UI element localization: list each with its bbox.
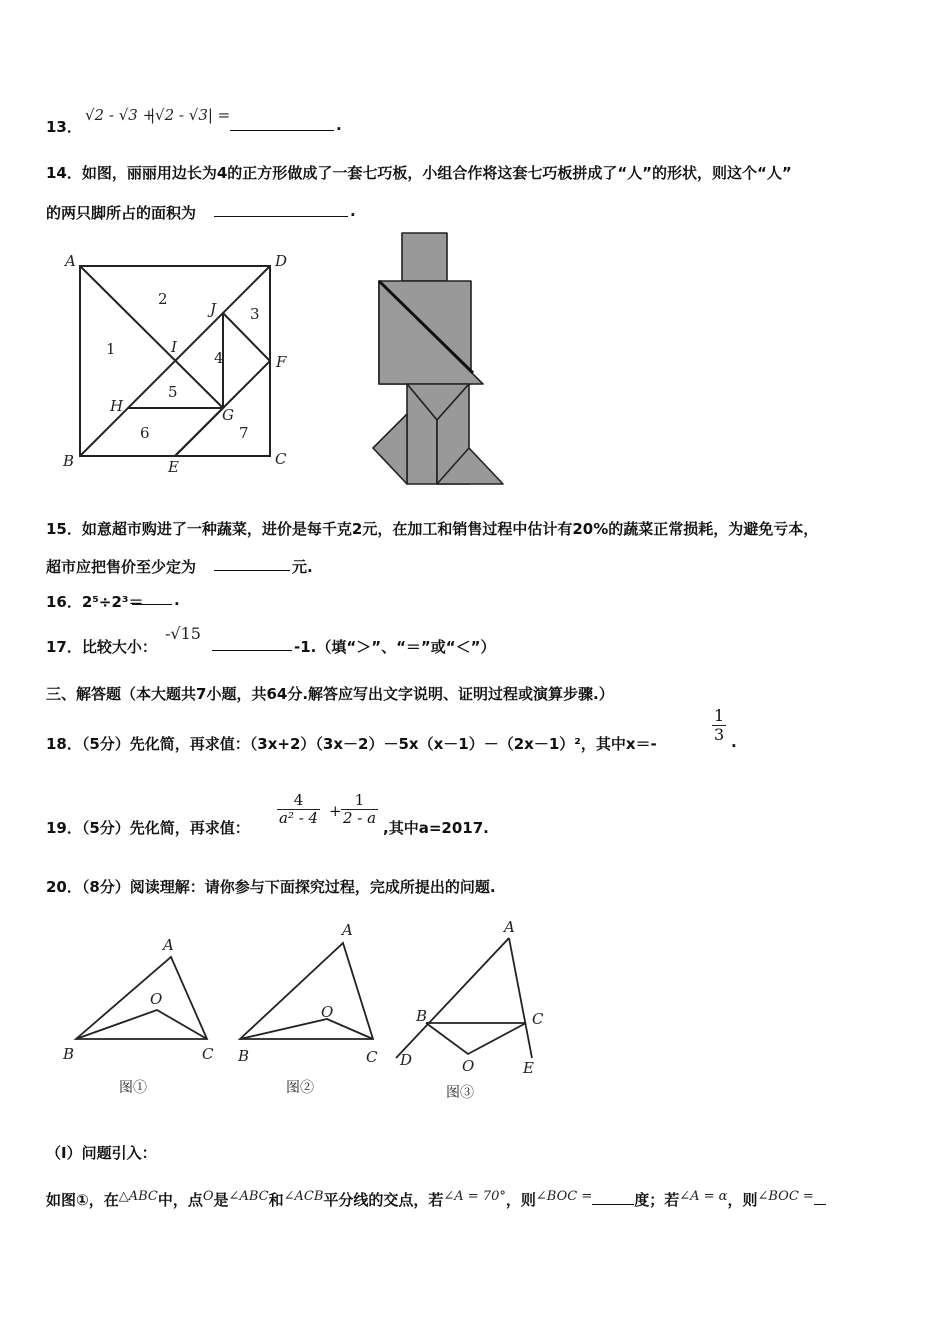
part1-text-7: 度；若 (634, 1191, 680, 1209)
person-head (402, 233, 447, 281)
q13-number: 13． (46, 118, 82, 136)
q13-expression-part2: |√2 - √3| = (150, 106, 231, 124)
fig3-external-bisectors (426, 1023, 526, 1054)
diagonal-ag (80, 266, 223, 408)
piece-label-7: 7 (239, 424, 249, 442)
part1-text-8: ，则 (727, 1191, 758, 1209)
line-jf (223, 313, 270, 361)
part1-math-angle-boc: ∠BOC = (535, 1189, 593, 1204)
label-G: G (222, 406, 234, 424)
piece-label-6: 6 (140, 424, 150, 442)
fig2-caption: 图② (286, 1080, 314, 1096)
q18-fraction-denominator: 3 (714, 724, 725, 744)
q16-text: 16．2⁵÷2³＝ (46, 593, 144, 611)
part1-math-point-o: O (202, 1189, 214, 1204)
part1-text-1: 如图①，在 (46, 1191, 119, 1209)
q19-suffix: ,其中a=2017. (383, 819, 489, 837)
q17-suffix: -1.（填“＞”、“＝”或“＜”） (294, 638, 496, 656)
tangram-person-figure (365, 228, 515, 493)
label-E: E (168, 458, 179, 476)
part1-math-angle-boc-2: ∠BOC = (757, 1189, 814, 1204)
q16-answer-blank[interactable] (132, 588, 172, 605)
label-D: D (275, 252, 288, 270)
q17-prefix: 17．比较大小： (46, 638, 157, 656)
q19-fraction-1 (277, 792, 320, 826)
q15-text-line1: 15．如意超市购进了一种蔬菜，进价是每千克2元，在加工和销售过程中估计有20%的蔬菜正常损耗，为避免亏本， (46, 520, 819, 538)
q19-fraction-2-numerator: 1 (341, 792, 378, 810)
q18-text: 18．（5分）先化简，再求值：（3x+2）（3x－2）－5x（x－1）－（2x－1）²，其中x＝- (46, 735, 657, 753)
fig3-label-E: E (523, 1059, 534, 1077)
q18-fraction (712, 707, 726, 743)
fig2-label-C: C (366, 1048, 378, 1066)
fig1-label-A: A (163, 936, 174, 954)
q17-expression: -√15 (165, 624, 201, 643)
q16-end: . (174, 591, 180, 609)
label-C: C (275, 450, 287, 468)
q14-end: . (350, 202, 356, 220)
part1-text-3: 是 (213, 1191, 229, 1209)
q13-end: . (336, 116, 342, 134)
q19-plus: + (329, 802, 342, 820)
label-A: A (65, 252, 76, 270)
q19-fraction-1-denominator: a² - 4 (279, 808, 319, 827)
q15-text-line2: 超市应把售价至少定为 (46, 558, 197, 576)
q20-text: 20．（8分）阅读理解：请你参与下面探究过程，完成所提出的问题. (46, 878, 496, 896)
part1-answer-blank-2[interactable] (814, 1190, 826, 1205)
fig3-line-ad (396, 938, 509, 1058)
part1-text-6: ，则 (505, 1191, 536, 1209)
label-J: J (210, 300, 217, 318)
piece-label-2: 2 (158, 290, 168, 308)
fig3-label-O: O (462, 1057, 475, 1075)
fig2-label-O: O (321, 1003, 334, 1021)
tangram-square-figure (55, 248, 300, 478)
person-foot-left (373, 414, 407, 484)
piece-label-5: 5 (168, 383, 178, 401)
fig1-caption: 图① (119, 1080, 147, 1096)
part1-text-5: 平分线的交点，若 (323, 1191, 444, 1209)
part1-math-angle-a-70: ∠A = 70° (443, 1189, 506, 1204)
q14-text-line1: 14．如图，丽丽用边长为4的正方形做成了一套七巧板，小组合作将这套七巧板拼成了“人”的形状，则这个“人” (46, 164, 792, 182)
label-H: H (110, 397, 124, 415)
q17-answer-blank[interactable] (212, 633, 292, 651)
q15-answer-blank[interactable] (214, 552, 290, 571)
piece-label-1: 1 (106, 340, 116, 358)
piece-label-3: 3 (250, 305, 260, 323)
q19-fraction-1-numerator: 4 (277, 792, 320, 810)
part1-math-angle-acb: ∠ACB (283, 1189, 324, 1204)
line-eg (175, 408, 223, 456)
fig1-label-O: O (150, 990, 163, 1008)
q18-end: . (731, 733, 737, 751)
q13-expression-part1: √2 - √3 + (85, 106, 156, 124)
part1-math-angle-a-alpha: ∠A = α (679, 1189, 728, 1204)
q13-answer-blank[interactable] (230, 113, 334, 131)
q19-fraction-2-denominator: 2 - a (343, 808, 377, 827)
q14-answer-blank[interactable] (214, 198, 348, 217)
q14-text-line2: 的两只脚所占的面积为 (46, 204, 197, 222)
fig3-label-B: B (416, 1007, 428, 1025)
label-I: I (171, 338, 177, 356)
part1-heading: （I）问题引入： (46, 1144, 157, 1162)
piece-label-4: 4 (214, 349, 224, 367)
label-B: B (63, 452, 75, 470)
q18-fraction-numerator: 1 (714, 706, 725, 725)
fig3-line-ae (509, 938, 532, 1058)
fig3-label-D: D (400, 1051, 413, 1069)
fig1-label-B: B (63, 1045, 75, 1063)
q19-prefix: 19．（5分）先化简，再求值： (46, 819, 250, 837)
part1-answer-blank-1[interactable] (592, 1190, 634, 1205)
fig2-label-B: B (238, 1047, 250, 1065)
part1-math-triangle: △ABC (118, 1189, 158, 1204)
q15-end: 元. (292, 558, 313, 576)
fig3-caption: 图③ (446, 1085, 474, 1101)
part1-math-angle-abc: ∠ABC (228, 1189, 269, 1204)
part1-text-2: 中，点 (157, 1191, 203, 1209)
fig1-label-C: C (202, 1045, 214, 1063)
section-3-heading: 三、解答题（本大题共7小题，共64分.解答应写出文字说明、证明过程或演算步骤.） (46, 685, 614, 703)
fig3-label-A: A (504, 918, 515, 936)
q19-fraction-2 (341, 792, 378, 826)
fig3-label-C: C (532, 1010, 544, 1028)
fig2-label-A: A (342, 921, 353, 939)
q20-triangle-figures (55, 915, 565, 1105)
part1-text-4: 和 (268, 1191, 284, 1209)
fig2-bisectors (240, 1019, 373, 1039)
label-F: F (276, 353, 287, 371)
part1-question-line (46, 1189, 826, 1210)
fig1-bisectors (76, 1010, 207, 1039)
